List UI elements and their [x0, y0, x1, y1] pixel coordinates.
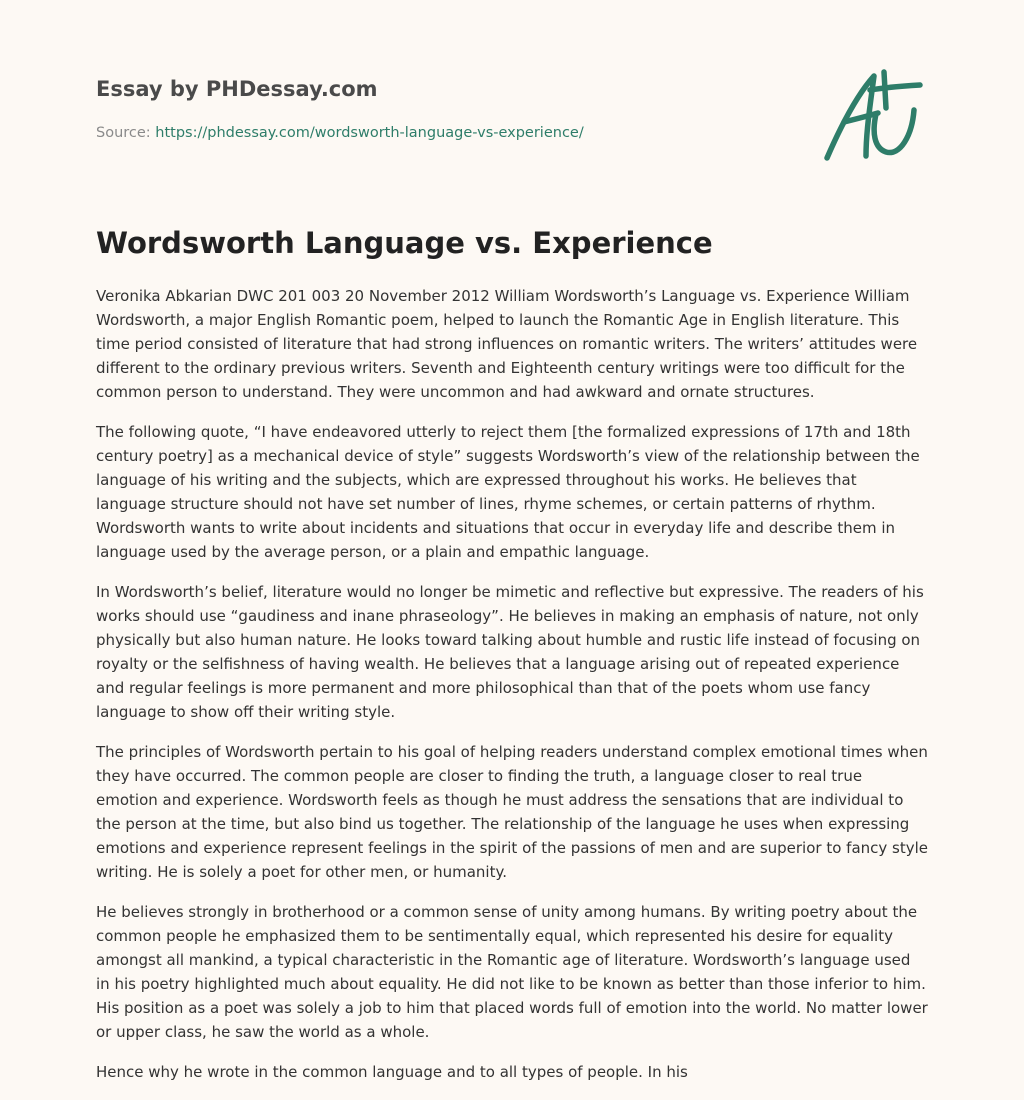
source-line [96, 125, 584, 141]
a-plus-logo-icon [822, 66, 926, 166]
essay-paragraph: Hence why he wrote in the common language and to all types of people. In his [96, 1063, 688, 1081]
essay-body [96, 284, 928, 1100]
source-link[interactable]: https://phdessay.com/wordsworth-language-vs-experience/ [155, 125, 584, 141]
essay-paragraph: The principles of Wordsworth pertain to his goal of helping readers understand complex emotional times when they have occurred. The common people are closer to finding the truth, a language closer to real true emotion and experience. Wordsworth feels as though he must address the sensations that are individual to the person at the time, but also bind us together. The relationship of the language he uses when expressing emotions and experience represent feelings in the spirit of the passions of men and are superior to fancy style writing. He is solely a poet for other men, or humanity. [96, 743, 929, 881]
essay-paragraph: Veronika Abkarian DWC 201 003 20 November 2012 William Wordsworth’s Language vs. Experience William Wordsworth, a major English Romantic poem, helped to launch the Romantic Age in English literature. This time period consisted of literature that had strong influences on romantic writers. The writers’ attitudes were different to the ordinary previous writers. Seventh and Eighteenth century writings were too difficult for the common person to understand. They were uncommon and had awkward and ornate structures. [96, 287, 918, 401]
essay-paragraph: In Wordsworth’s belief, literature would no longer be mimetic and reflective but expressive. The readers of his works should use “gaudiness and inane phraseology”. He believes in making an emphasis of nature, not only physically but also human nature. He looks toward talking about humble and rustic life instead of focusing on royalty or the selfishness of having wealth. He believes that a language arising out of repeated experience and regular feelings is more permanent and more philosophical than that of the poets whom use fancy language to show off their writing style. [96, 583, 924, 721]
source-label: Source: [96, 125, 156, 141]
essay-paragraph: He believes strongly in brotherhood or a common sense of unity among humans. By writing poetry about the common people he emphasized them to be sentimentally equal, which represented his desire for equality amongst all mankind, a typical characteristic in the Romantic age of literature. Wordsworth’s language used in his poetry highlighted much about equality. He did not like to be known as better than those inferior to him. His position as a poet was solely a job to him that placed words full of emotion into the world. No matter lower or upper class, he saw the world as a whole. [96, 903, 928, 1041]
essay-title: Wordsworth Language vs. Experience [96, 226, 713, 260]
essay-paragraph: The following quote, “I have endeavored utterly to reject them [the formalized expressions of 17th and 18th century poetry] as a mechanical device of style” suggests Wordsworth’s view of the relationship between the language of his writing and the subjects, which are expressed throughout his works. He believes that language structure should not have set number of lines, rhyme schemes, or certain patterns of rhythm. Wordsworth wants to write about incidents and situations that occur in everyday life and describe them in language used by the average person, or a plain and empathic language. [96, 423, 920, 561]
site-brand: Essay by PHDessay.com [96, 77, 378, 101]
